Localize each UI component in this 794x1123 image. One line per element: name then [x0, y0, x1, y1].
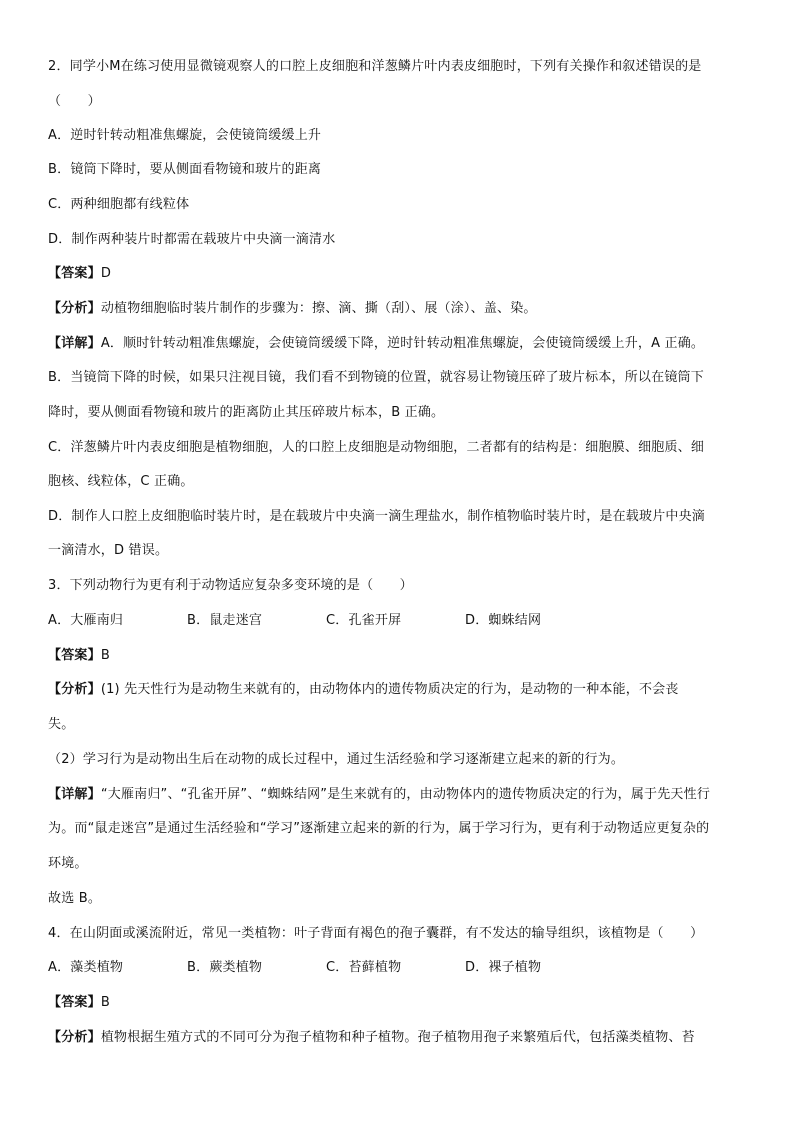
analysis-text: 动植物细胞临时装片制作的步骤为：擦、滴、撕（刮）、展（涂）、盖、染。 [100, 301, 537, 316]
answer-tag: 【答案】 [48, 266, 101, 281]
question-3-option-d: D．蜘蛛结网 [465, 613, 542, 628]
answer-tag: 【答案】 [48, 995, 101, 1010]
question-3-answer [48, 647, 748, 665]
answer-value: B [100, 995, 110, 1010]
analysis-text: 植物根据生殖方式的不同可分为孢子植物和种子植物。孢子植物用孢子来繁殖后代，包括藻类植物、苔 [100, 1030, 695, 1045]
question-3-conclusion: 故选 B。 [48, 891, 102, 906]
answer-value: B [100, 648, 110, 663]
question-2-option-d: D．制作两种装片时都需在载玻片中央滴一滴清水 [48, 232, 336, 247]
question-2-paren: （ ） [48, 94, 101, 109]
question-4-option-b: B．蕨类植物 [187, 960, 263, 975]
question-3-detail-line-1 [48, 786, 748, 804]
answer-value: D [100, 266, 112, 281]
question-3-analysis-line-1 [48, 681, 748, 699]
question-3-analysis-line-2: 失。 [48, 717, 75, 732]
detail-text: “大雁南归”、“孔雀开屏”、“蜘蛛结网”是生来就有的，由动物体内的遗传物质决定的行为，属于先天性行 [100, 787, 711, 802]
detail-tag: 【详解】 [48, 336, 101, 351]
question-4-stem: 4．在山阴面或溪流附近，常见一类植物：叶子背面有褐色的孢子囊群，有不发达的输导组织，该植物是（ ） [48, 926, 704, 941]
question-2-analysis [48, 300, 748, 318]
analysis-text: (1) 先天性行为是动物生来就有的，由动物体内的遗传物质决定的行为，是动物的一种本能，不会丧 [100, 682, 679, 697]
question-4-options [48, 959, 748, 977]
question-4-answer [48, 994, 748, 1012]
question-2-detail-line-1 [48, 335, 748, 353]
analysis-tag: 【分析】 [48, 301, 101, 316]
question-4-analysis [48, 1029, 748, 1047]
analysis-tag: 【分析】 [48, 682, 101, 697]
question-2-option-a: A．逆时针转动粗准焦螺旋，会使镜筒缓缓上升 [48, 128, 322, 143]
question-3-option-b: B．鼠走迷宫 [187, 613, 263, 628]
question-4-option-c: C．苔藓植物 [326, 960, 402, 975]
detail-tag: 【详解】 [48, 787, 101, 802]
question-3-stem: 3．下列动物行为更有利于动物适应复杂多变环境的是（ ） [48, 578, 413, 593]
question-4-option-d: D．裸子植物 [465, 960, 542, 975]
analysis-tag: 【分析】 [48, 1030, 101, 1045]
question-2-detail-line-3: 降时，要从侧面看物镜和玻片的距离防止其压碎玻片标本，B 正确。 [48, 405, 445, 420]
detail-text: A．顺时针转动粗准焦螺旋，会使镜筒缓缓下降，逆时针转动粗准焦螺旋，会使镜筒缓缓上升，A 正确。 [100, 336, 705, 351]
question-2-detail-line-2: B．当镜筒下降的时候，如果只注视目镜，我们看不到物镜的位置，就容易让物镜压碎了玻片标本，所以在镜筒下 [48, 370, 704, 385]
question-2-detail-line-6: D．制作人口腔上皮细胞临时装片时，是在载玻片中央滴一滴生理盐水，制作植物临时装片时，是在载玻片中央滴 [48, 509, 706, 524]
question-3-option-a: A．大雁南归 [48, 613, 124, 628]
question-2-option-c: C．两种细胞都有线粒体 [48, 197, 190, 212]
question-3-analysis-line-3: （2）学习行为是动物出生后在动物的成长过程中，通过生活经验和学习逐渐建立起来的新的行为。 [48, 752, 625, 767]
question-3-option-c: C．孔雀开屏 [326, 613, 402, 628]
question-2-detail-line-7: 一滴清水，D 错误。 [48, 543, 169, 558]
question-2-detail-line-4: C．洋葱鳞片叶内表皮细胞是植物细胞，人的口腔上皮细胞是动物细胞，二者都有的结构是：细胞膜、细胞质、细 [48, 440, 705, 455]
question-4-option-a: A．藻类植物 [48, 960, 124, 975]
question-2-detail-line-5: 胞核、线粒体，C 正确。 [48, 474, 194, 489]
question-2-answer [48, 265, 748, 283]
question-2-option-b: B．镜筒下降时，要从侧面看物镜和玻片的距离 [48, 162, 322, 177]
question-3-options [48, 612, 748, 630]
question-2-stem: 2．同学小M在练习使用显微镜观察人的口腔上皮细胞和洋葱鳞片叶内表皮细胞时，下列有关操作和叙述错误的是 [48, 59, 702, 74]
question-3-detail-line-2: 为。而“鼠走迷宫”是通过生活经验和“学习”逐渐建立起来的新的行为，属于学习行为，更有利于动物适应更复杂的 [48, 821, 710, 836]
question-3-detail-line-3: 环境。 [48, 856, 88, 871]
answer-tag: 【答案】 [48, 648, 101, 663]
